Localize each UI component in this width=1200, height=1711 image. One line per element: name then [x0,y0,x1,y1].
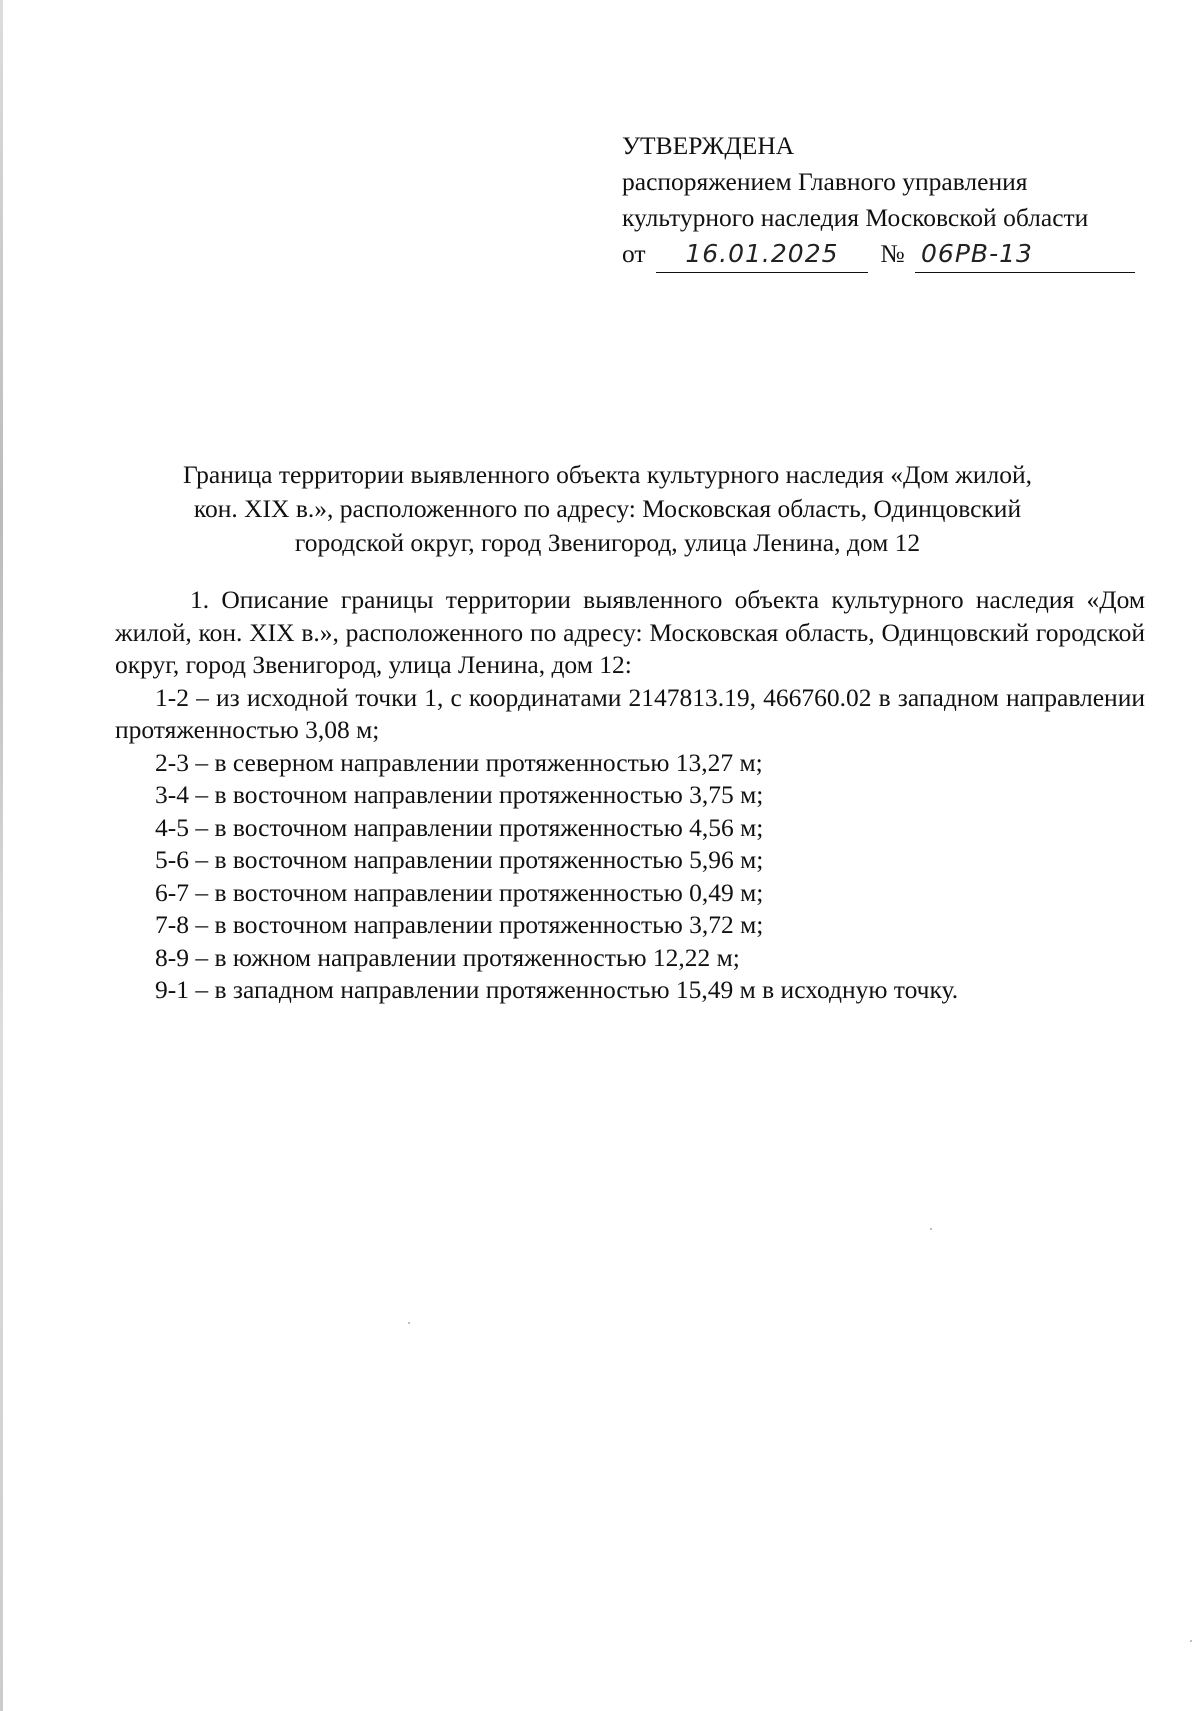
boundary-item-9-1: 9-1 – в западном направлении протяженностью 15,49 м в исходную точку. [155,975,959,1004]
boundary-item-2-3: 2-3 – в северном направлении протяженностью 13,27 м; [155,747,763,777]
boundary-item-4-5: 4-5 – в восточном направлении протяженностью 4,56 м; [155,812,764,842]
boundary-item-7-8: 7-8 – в восточном направлении протяженностью 3,72 м; [155,910,764,939]
handwritten-date: 16.01.2025 [656,236,868,273]
title-line-3: городской округ, город Звенигород, улица Ленина, дом 12 [294,528,921,557]
scan-speck [408,1322,410,1324]
number-prefix: № [880,239,905,268]
scan-edge [0,0,3,1711]
section-heading: 1. Описание границы территории выявленного объекта культурного наследия «Дом жилой, кон. XIX в.», расположенного по адресу: Московская область, Одинцовский городской округ, город Звенигород, улица Ленина, дом 12: [115,585,1145,679]
scan-speck [1190,1640,1192,1642]
boundary-item-3-4: 3-4 – в восточном направлении протяженностью 3,75 м; [155,780,764,809]
handwritten-number: 06РВ-13 [915,236,1135,273]
boundary-item-5-6: 5-6 – в восточном направлении протяженностью 5,96 м; [155,845,764,874]
title-line-2: кон. XIX в.», расположенного по адресу: Московская область, Одинцовский [193,494,1022,523]
approval-date-number-line [622,236,1135,273]
approval-stamp-block [622,128,1135,273]
boundary-description [115,584,1145,1007]
document-title [115,458,1100,560]
date-prefix: от [622,239,646,268]
approval-line-1: распоряжением Главного управления [622,167,1028,196]
boundary-item-1-2: 1-2 – из исходной точки 1, с координатами 2147813.19, 466760.02 в западном направлении протяженностью 3,08 м; [115,682,1145,744]
approval-line-2: культурного наследия Московской области [622,203,1089,232]
boundary-item-8-9: 8-9 – в южном направлении протяженностью 12,22 м; [155,942,740,972]
boundary-item-6-7: 6-7 – в восточном направлении протяженностью 0,49 м; [155,877,764,907]
approval-title: УТВЕРЖДЕНА [622,131,795,160]
scan-speck [930,1228,932,1230]
title-line-1: Граница территории выявленного объекта культурного наследия «Дом жилой, [183,460,1032,489]
